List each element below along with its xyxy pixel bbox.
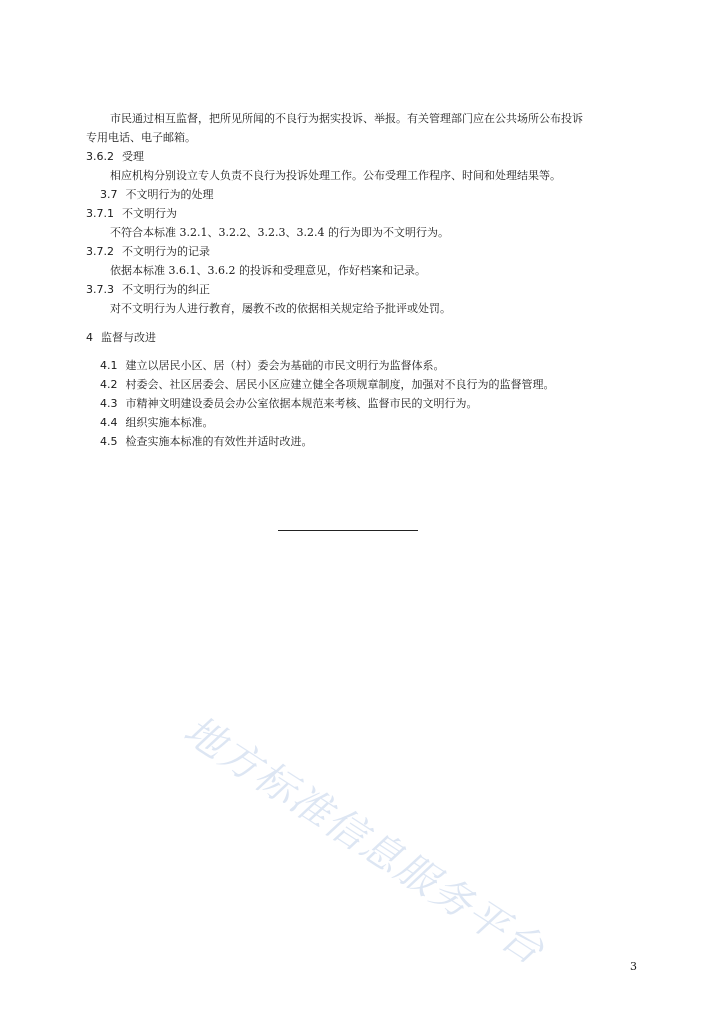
list-item: [100, 435, 313, 449]
paragraph-line: 专用电话、电子邮箱。: [86, 131, 196, 144]
end-rule-divider: [278, 530, 418, 531]
section-heading-3-7-1: [86, 207, 177, 221]
section-title: 受理: [122, 150, 144, 163]
item-number: 4.5: [100, 435, 118, 448]
list-item: [100, 397, 478, 411]
section-heading-3-7: [100, 188, 214, 202]
paragraph-line: 相应机构分别设立专人负责不良行为投诉处理工作。公布受理工作程序、时间和处理结果等。: [110, 169, 561, 182]
item-number: 4.2: [100, 378, 118, 391]
item-text: 组织实施本标准。: [125, 416, 214, 429]
section-number: 3.6.2: [86, 150, 114, 163]
section-title: 不文明行为: [122, 207, 177, 220]
paragraph-line: 不符合本标准 3.2.1、3.2.2、3.2.3、3.2.4 的行为即为不文明行为。: [110, 226, 449, 239]
page-number: 3: [630, 960, 637, 973]
section-number: 3.7: [100, 188, 118, 201]
section-number: 4: [86, 331, 93, 344]
item-text: 检查实施本标准的有效性并适时改进。: [125, 435, 313, 448]
list-item: [100, 416, 214, 430]
section-heading-4: [86, 331, 156, 345]
list-item: [100, 359, 445, 373]
section-title: 不文明行为的处理: [125, 188, 214, 201]
item-number: 4.3: [100, 397, 118, 410]
section-title: 不文明行为的纠正: [122, 283, 210, 296]
section-title: 监督与改进: [101, 331, 156, 344]
item-number: 4.4: [100, 416, 118, 429]
paragraph-line: 依据本标准 3.6.1、3.6.2 的投诉和受理意见，作好档案和记录。: [110, 264, 426, 277]
section-heading-3-7-3: [86, 283, 210, 297]
item-text: 村委会、社区居委会、居民小区应建立健全各项规章制度，加强对不良行为的监督管理。: [125, 378, 555, 391]
paragraph-line: 市民通过相互监督，把所见所闻的不良行为据实投诉、举报。有关管理部门应在公共场所公布投诉: [110, 112, 583, 125]
list-item: [100, 378, 555, 392]
item-number: 4.1: [100, 359, 118, 372]
watermark: 地方标准信息服务平台: [175, 707, 553, 975]
item-text: 市精神文明建设委员会办公室依据本规范来考核、监督市民的文明行为。: [125, 397, 478, 410]
section-heading-3-6-2: [86, 150, 144, 164]
section-number: 3.7.3: [86, 283, 114, 296]
section-number: 3.7.2: [86, 245, 114, 258]
item-text: 建立以居民小区、居（村）委会为基础的市民文明行为监督体系。: [125, 359, 445, 372]
paragraph-line: 对不文明行为人进行教育，屡教不改的依据相关规定给予批评或处罚。: [110, 302, 451, 315]
section-number: 3.7.1: [86, 207, 114, 220]
section-title: 不文明行为的记录: [122, 245, 210, 258]
section-heading-3-7-2: [86, 245, 210, 259]
